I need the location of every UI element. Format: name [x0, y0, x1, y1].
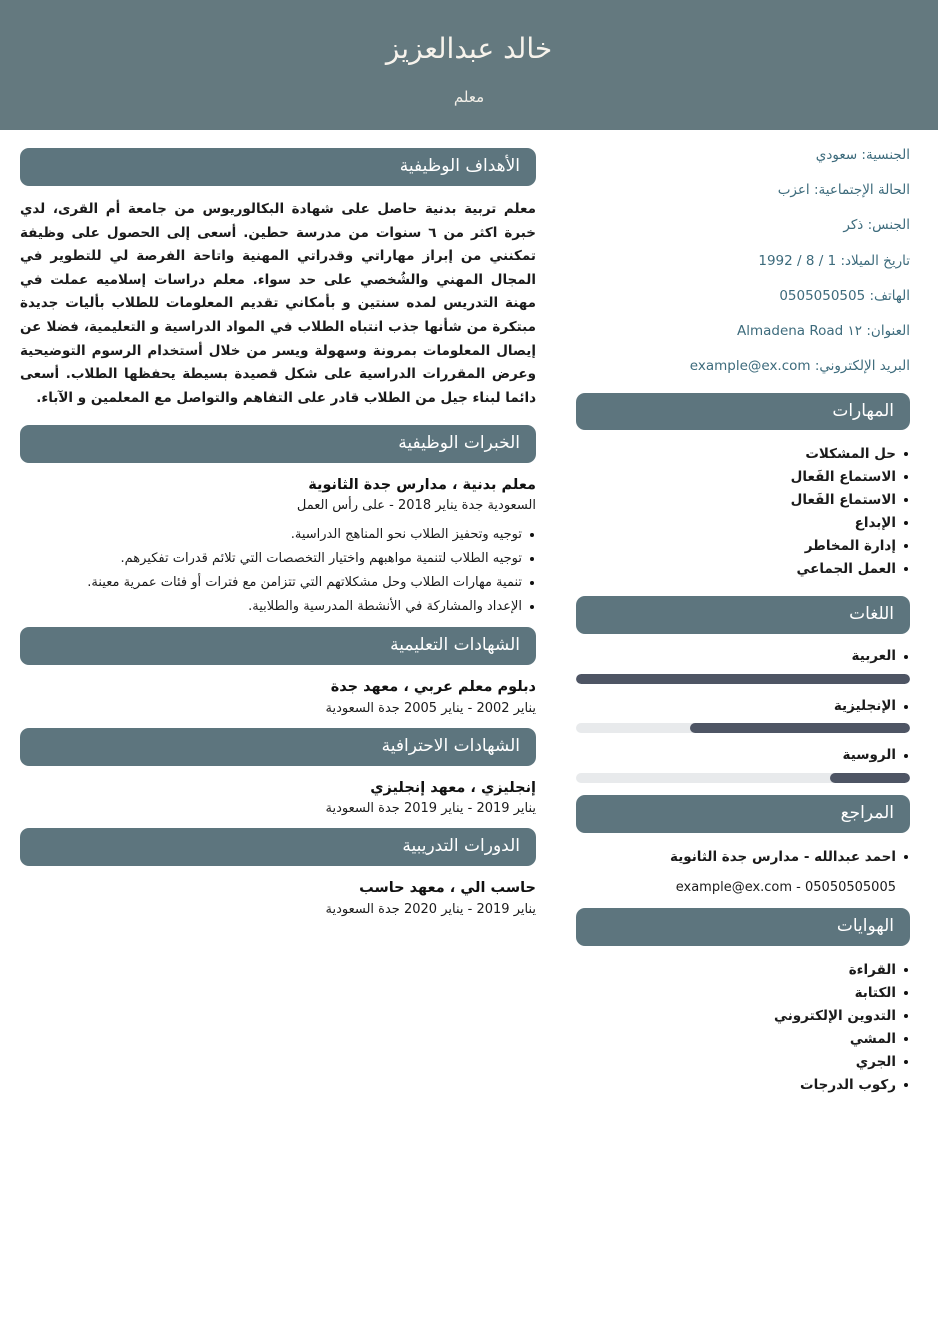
section-title-objectives: الأهداف الوظيفية [20, 148, 536, 186]
list-item: القراءة [576, 960, 910, 981]
list-item: توجيه الطلاب لتنمية مواهبهم واختيار التخصصات التي تلائم قدرات تفكيرهم. [20, 547, 536, 571]
education-entry [20, 677, 536, 720]
section-title-certificates: الشهادات الاحترافية [20, 728, 536, 766]
entry-meta: يناير 2002 - يناير 2005 جدة السعودية [325, 700, 536, 716]
cv-body [0, 130, 938, 1102]
entry-title: معلم بدنية ، مدارس جدة الثانوية [308, 476, 536, 493]
list-item: تنمية مهارات الطلاب وحل مشكلاتهم التي تتزامن مع فترات أو فئات عمرية معينة. [20, 571, 536, 595]
language-item [576, 646, 910, 684]
list-item: الكتابة [576, 983, 910, 1004]
info-email: البريد الإلكتروني: example@ex.com [689, 358, 910, 375]
info-address: العنوان: ١٢ Almadena Road [736, 323, 910, 340]
section-title-skills: المهارات [576, 393, 910, 431]
list-item: الجري [576, 1052, 910, 1073]
course-entry [20, 878, 536, 921]
language-level-bar [576, 723, 910, 733]
language-item [576, 745, 910, 783]
list-item: الاستماع الفَعال [576, 490, 910, 511]
info-gender: الجنس: ذكر [843, 217, 910, 234]
main-column [0, 140, 560, 1102]
list-item: التدوين الإلكتروني [576, 1006, 910, 1027]
info-marital-status: الحالة الإجتماعية: اعزب [777, 182, 910, 199]
skills-list [576, 442, 910, 586]
section-title-education: الشهادات التعليمية [20, 627, 536, 665]
references-list [576, 845, 910, 874]
language-item [576, 696, 910, 734]
list-item: الإعداد والمشاركة في الأنشطة المدرسية والطلابية. [20, 595, 536, 619]
entry-meta: السعودية جدة يناير 2018 - على رأس العمل [296, 498, 536, 514]
candidate-name: خالد عبدالعزيز [385, 32, 553, 66]
language-level-fill [830, 773, 910, 783]
entry-meta: يناير 2019 - يناير 2020 جدة السعودية [325, 901, 536, 917]
list-item: إدارة المخاطر [576, 536, 910, 557]
language-level-bar [576, 773, 910, 783]
section-title-references: المراجع [576, 795, 910, 833]
objectives-paragraph: معلم تربية بدنية حاصل على شهادة البكالوريوس من جامعة أم القرى، لدي خبرة اكثر من ٦ سنوات من مدرسة حطين. أسعى إلى الحصول على وظيفة تمكنني من إبراز مهاراتي وقدراتي المهنية واتاحة الفرصة لي للتطوير في المجال المهني والشُخصي على حد سواء. معلم دراسات إسلاميه عملت في مهنة التدريس لمده سنتين و بأمكاني تقديم المعلومات للطلاب بأليات جديدة مبتكرة من شأنها جذب انتباه الطلاب في المواد الدراسية و التعليمية، فضلا عن إيصال المعلومات بمرونة وسهولة ويسر من خلال أستخدام الرسوم التوضيحية وعرض المقررات الدراسية على شكل قصيدة بسيطة يحفظها الطلاب. أسعى دائما لبناء جيل من الطلاب قادر على التفاهم والتواصل مع المعلمين و الآباء. [20, 200, 536, 406]
list-item: الإبداع [576, 513, 910, 534]
language-label: الإنجليزية [576, 696, 910, 718]
certificate-entry [20, 778, 536, 821]
list-item: العمل الجماعي [576, 559, 910, 580]
list-item: احمد عبدالله - مدارس جدة الثانوية [576, 847, 910, 868]
column-end-spacer [20, 925, 536, 935]
languages-list [576, 646, 910, 783]
section-title-experience: الخبرات الوظيفية [20, 425, 536, 463]
reference-contact: example@ex.com - 05050505005 [675, 879, 896, 895]
entry-title: حاسب الي ، معهد حاسب [359, 880, 536, 897]
experience-bullets [20, 521, 536, 619]
list-item: المشي [576, 1029, 910, 1050]
hobbies-list [576, 958, 910, 1102]
candidate-job-title: معلم [453, 87, 485, 106]
language-label: الروسية [576, 745, 910, 767]
language-level-fill [690, 723, 910, 733]
section-title-languages: اللغات [576, 596, 910, 634]
personal-info-list [576, 140, 910, 376]
sidebar-column [560, 140, 938, 1102]
section-title-courses: الدورات التدريبية [20, 828, 536, 866]
info-birthdate: تاريخ الميلاد: 1 / 8 / 1992 [758, 252, 910, 269]
cv-header [0, 0, 938, 130]
entry-meta: يناير 2019 - يناير 2019 جدة السعودية [325, 801, 536, 817]
section-title-hobbies: الهوايات [576, 908, 910, 946]
list-item: ركوب الدرجات [576, 1075, 910, 1096]
info-phone: الهاتف: 0505050505 [779, 287, 910, 304]
list-item: توجيه وتحفيز الطلاب نحو المناهج الدراسية. [20, 523, 536, 547]
list-item: الاستماع الفَعال [576, 467, 910, 488]
language-level-bar [576, 674, 910, 684]
language-level-fill [576, 674, 910, 684]
entry-title: إنجليزي ، معهد إنجليزي [370, 779, 536, 796]
language-label: العربية [576, 646, 910, 668]
entry-title: دبلوم معلم عربي ، معهد جدة [330, 679, 536, 696]
experience-entry [20, 475, 536, 620]
list-item: حل المشكلات [576, 444, 910, 465]
info-nationality: الجنسية: سعودي [815, 147, 910, 163]
